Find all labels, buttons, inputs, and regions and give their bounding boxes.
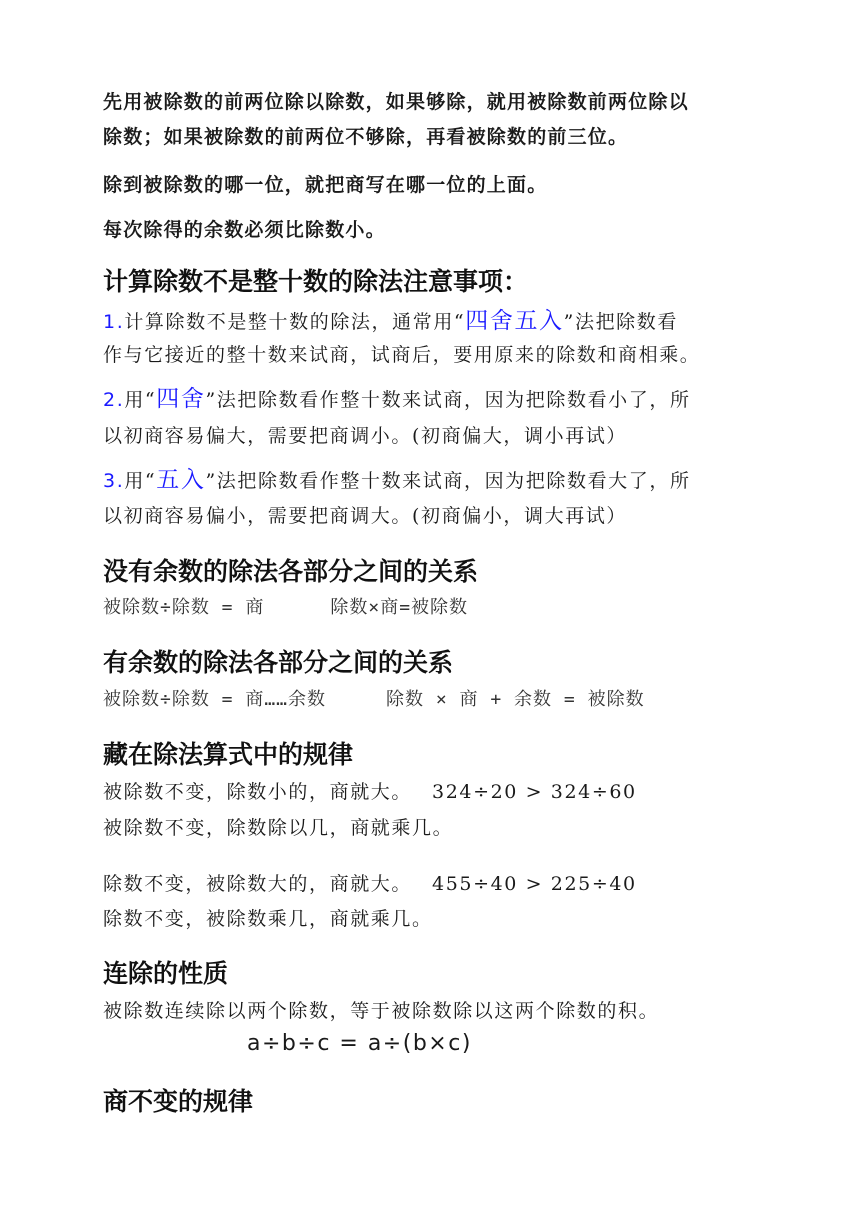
note-item-3-line-2: 以初商容易偏小，需要把商调大。(初商偏小，调大再试） xyxy=(103,505,628,527)
note-text: 用“ xyxy=(124,389,157,411)
rule-example: 455÷40 > 225÷40 xyxy=(432,873,637,895)
note-number: 3. xyxy=(103,470,125,492)
rule-2: 被除数不变，除数除以几，商就乘几。 xyxy=(103,817,454,839)
note-item-3 xyxy=(103,467,691,494)
heading-rules: 藏在除法算式中的规律 xyxy=(103,740,354,769)
note-text: ”法把除数看作整十数来试商，因为把除数看小了，所 xyxy=(205,389,691,411)
heading-quotient: 商不变的规律 xyxy=(103,1087,254,1116)
note-number: 2. xyxy=(103,389,125,411)
formula-quotient: 被除数÷除数 = 商 xyxy=(103,597,265,618)
heading-remainder: 有余数的除法各部分之间的关系 xyxy=(103,648,454,677)
note-item-2-line-2: 以初商容易偏大，需要把商调小。(初商偏大，调小再试） xyxy=(103,425,628,447)
note-text: ”法把除数看作整十数来试商，因为把除数看大了，所 xyxy=(205,470,691,492)
formula-check-remainder: 除数 × 商 + 余数 = 被除数 xyxy=(386,689,645,710)
intro-line-4: 每次除得的余数必须比除数小。 xyxy=(103,219,386,241)
heading-continuous: 连除的性质 xyxy=(103,959,229,988)
note-highlight: 五入 xyxy=(156,467,206,493)
rule-4: 除数不变，被除数乘几，商就乘几。 xyxy=(103,908,433,930)
heading-notes: 计算除数不是整十数的除法注意事项： xyxy=(103,267,529,296)
note-item-2 xyxy=(103,386,691,413)
formula-row-no-remainder xyxy=(103,595,468,621)
continuous-formula: a÷b÷c = a÷(b×c) xyxy=(247,1031,472,1056)
note-highlight: 四舍五入 xyxy=(465,308,564,334)
intro-line-1: 先用被除数的前两位除以除数，如果够除，就用被除数前两位除以 xyxy=(103,91,689,113)
note-item-1 xyxy=(103,308,678,335)
rule-1 xyxy=(103,779,637,805)
rule-3 xyxy=(103,871,637,897)
note-number: 1. xyxy=(103,311,125,333)
rule-text: 除数不变，被除数大的，商就大。 xyxy=(103,873,413,895)
rule-text: 被除数不变，除数小的，商就大。 xyxy=(103,781,413,803)
intro-line-3: 除到被除数的哪一位，就把商写在哪一位的上面。 xyxy=(103,174,548,196)
formula-check: 除数×商=被除数 xyxy=(330,597,469,618)
note-text: 计算除数不是整十数的除法，通常用“ xyxy=(124,311,466,333)
continuous-text: 被除数连续除以两个除数，等于被除数除以这两个除数的积。 xyxy=(103,1000,660,1022)
note-item-1-line-2: 作与它接近的整十数来试商，试商后，要用原来的除数和商相乘。 xyxy=(103,344,701,366)
note-text: 用“ xyxy=(124,470,157,492)
note-highlight: 四舍 xyxy=(156,386,206,412)
heading-no-remainder: 没有余数的除法各部分之间的关系 xyxy=(103,557,479,586)
formula-quotient-remainder: 被除数÷除数 = 商……余数 xyxy=(103,689,327,710)
note-text: ”法把除数看 xyxy=(563,311,678,333)
formula-row-remainder xyxy=(103,687,645,713)
rule-example: 324÷20 > 324÷60 xyxy=(432,781,637,803)
intro-line-2: 除数；如果被除数的前两位不够除，再看被除数的前三位。 xyxy=(103,126,629,148)
